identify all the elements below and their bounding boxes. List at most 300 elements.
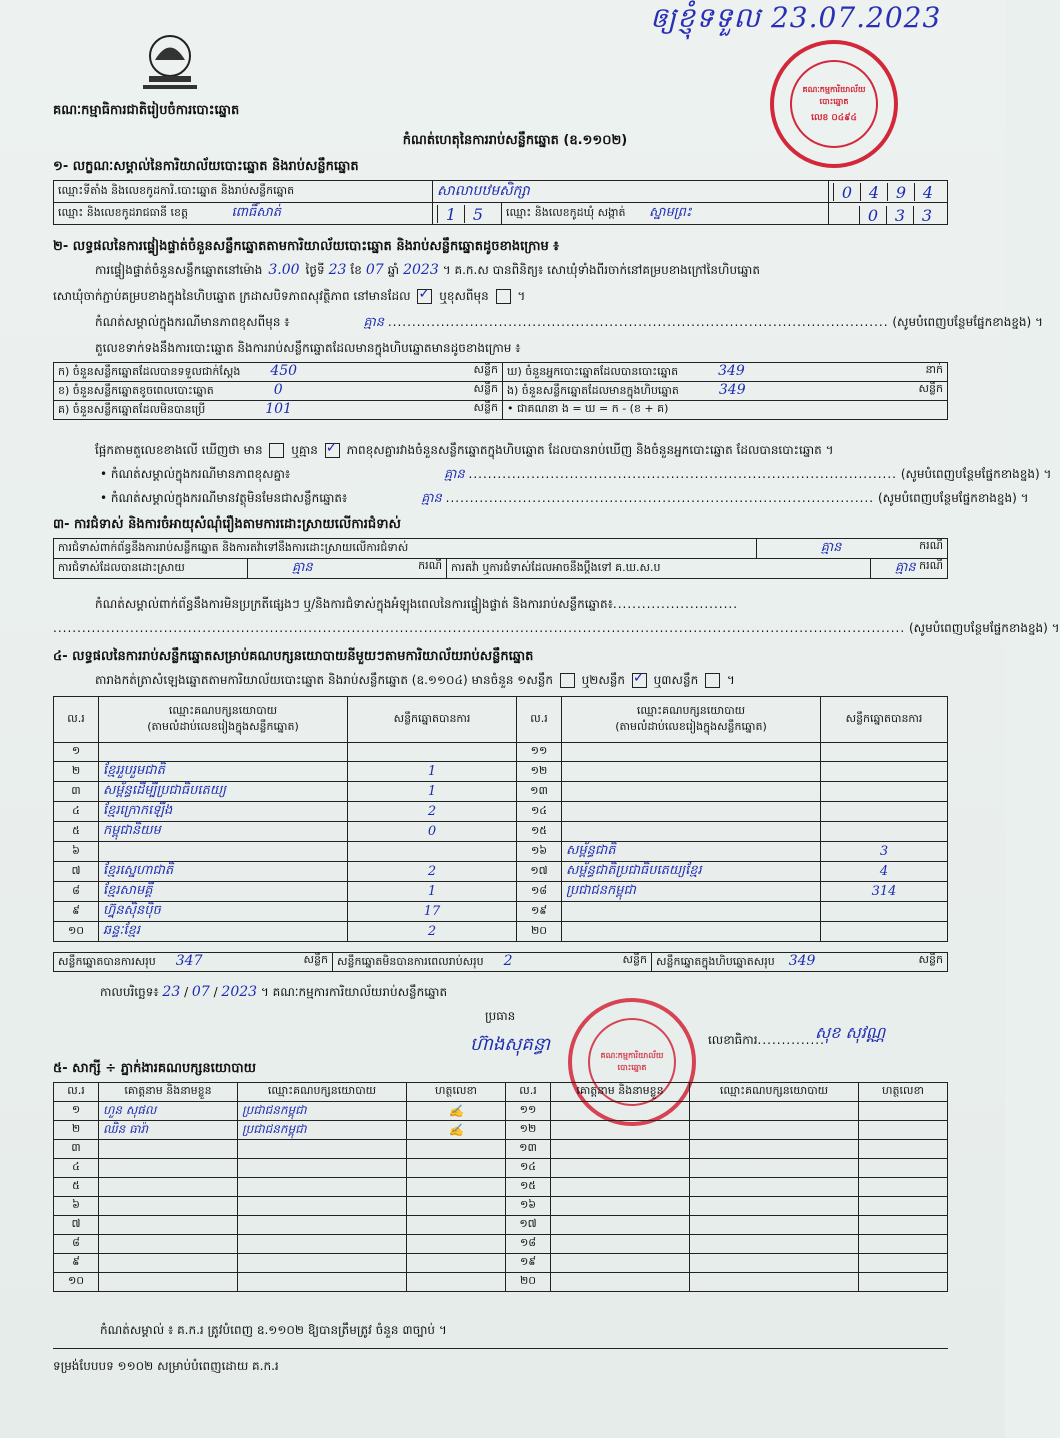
table-row: [54, 1197, 948, 1216]
witness-name: [99, 1235, 238, 1254]
row-number: ១៦: [517, 842, 562, 862]
party-name: [99, 743, 348, 762]
date-month: 07: [191, 984, 210, 1000]
row-number: ៦: [54, 1197, 99, 1216]
footer-divider: [53, 1348, 948, 1349]
party-name: ប្រជាជនកម្ពុជា: [562, 882, 821, 902]
province-code: [433, 203, 502, 225]
witness-name: [551, 1121, 690, 1140]
party-name: [99, 842, 348, 862]
row-number: ១: [54, 1102, 99, 1121]
party-votes: [821, 922, 948, 942]
code-digit: 0: [833, 183, 860, 201]
in-box-label: ង) ចំនួនសន្លឹកឆ្នោតដែលមានក្នុងហិបឆ្នោត: [507, 384, 679, 397]
appeal-label: ការតវ៉ា ឬការជំទាស់ដែលអាចនឹងប្ដឹងទៅ គ.ឃ.ស.ប: [447, 559, 871, 579]
official-stamp-top: [770, 40, 898, 168]
unit-label: សន្លឹក: [918, 382, 943, 395]
party-votes: 3: [821, 842, 948, 862]
col-name: គោត្តនាម និងនាមខ្លួន: [551, 1083, 690, 1102]
appeal-value: គ្មាន: [895, 560, 916, 575]
party-name: សម្ព័ន្ធជាតិប្រជាធិបតេយ្យខ្មែរ: [562, 862, 821, 882]
witness-signature: [407, 1216, 506, 1235]
row-number: ១០: [54, 1273, 99, 1292]
party-name: កម្ពុជានិយម: [99, 822, 348, 842]
polling-station-label: ឈ្មោះទីតាំង និងលេខកូដការិ.បោះឆ្នោត និងរាប់សន្លឹកឆ្នោត: [54, 181, 433, 203]
received-value: 450: [270, 363, 298, 379]
witness-signature: [859, 1273, 948, 1292]
table-row: [54, 1121, 948, 1140]
unused-value: 101: [265, 401, 292, 417]
table-row: [54, 922, 948, 942]
witness-name: [551, 1140, 690, 1159]
party-name: [562, 762, 821, 782]
province-label: [54, 203, 433, 225]
secretary-signature: សុខ សុវណ្ណ: [815, 1023, 886, 1042]
table-row: [54, 743, 948, 762]
party-votes: [821, 743, 948, 762]
col-party-sub: (តាមលំដាប់លេខរៀងក្នុងសន្លឹកឆ្នោត): [147, 719, 299, 733]
table-row: [54, 1178, 948, 1197]
code-digit: 3: [913, 206, 940, 224]
row-number: ២: [54, 762, 99, 782]
witness-signature: [859, 1216, 948, 1235]
row-number: ៧: [54, 862, 99, 882]
totals-table: [53, 952, 948, 972]
table-row: [54, 1254, 948, 1273]
witness-party: ប្រជាជនកម្ពុជា: [238, 1121, 407, 1140]
col-party: ឈ្មោះគណបក្សនយោបាយ: [238, 1083, 407, 1102]
code-digit: 0: [859, 206, 886, 224]
witness-name: [99, 1140, 238, 1159]
table-row: [54, 882, 948, 902]
formula: • ជាគណនា ង = ឃ = ក - (ខ + គ): [503, 401, 948, 420]
two-sheets-checkbox[interactable]: [632, 673, 647, 688]
difference-remark-label: • កំណត់សម្គាល់ក្នុងករណីមានភាពខុសគ្នា៖: [100, 467, 291, 481]
witness-name: [551, 1273, 690, 1292]
row-number: ៣: [54, 1140, 99, 1159]
witness-signature: [407, 1159, 506, 1178]
difference-note-label: កំណត់សម្គាល់ក្នុងករណីមានភាពខុសពីមុន ៖: [95, 315, 290, 329]
party-name: ខ្មែររួបរួមជាតិ: [99, 762, 348, 782]
party-name: [562, 802, 821, 822]
witness-party: [238, 1159, 407, 1178]
code-digit: 5: [464, 205, 491, 223]
witness-party: [238, 1235, 407, 1254]
tally-sheet-text: តារាងកត់ត្រាសំឡេងឆ្នោតតាមការិយាល័យបោះឆ្នោត និងរាប់សន្លឹកឆ្នោត (ឧ.១១០៤) មានចំនួន ១សន្លឹក: [95, 673, 553, 687]
party-name: [562, 782, 821, 802]
irregularity-note-line: កំណត់សម្គាល់ពាក់ព័ន្ធនឹងការមិនប្រក្រតីផ្សេងៗ ឬ/និងការជំទាស់ក្នុងអំឡុងពេលនៃការផ្ទៀងផ្ទាត់ និងការរាប់សន្លឹកឆ្នោត៖..........................: [95, 597, 739, 611]
stamp-bottom-text: គណៈកម្មការិយាល័យបោះឆ្នោត: [600, 1051, 664, 1072]
party-name: ខ្មែរសាមគ្គី: [99, 882, 348, 902]
row-number: ១៨: [517, 882, 562, 902]
col-sign: ហត្ថលេខា: [859, 1083, 948, 1102]
party-votes: [821, 822, 948, 842]
witness-name: [99, 1197, 238, 1216]
date-line: កាលបរិច្ឆេទ៖ 23 / 07 / 2023 ។ គណៈកម្មការការិយាល័យរាប់សន្លឹកឆ្នោត: [100, 984, 448, 1000]
col-party-text: ឈ្មោះគណបក្សនយោបាយ: [636, 703, 746, 717]
date-year: 2023: [221, 984, 258, 1000]
witness-name: [551, 1216, 690, 1235]
irregularity-note-line2: ................................................................................................................................................................................. (សូមបំពេញបន្ថែមផ្នែកខាងខ្នង) ។: [53, 621, 1060, 635]
witness-name: [99, 1216, 238, 1235]
witness-party: [690, 1121, 859, 1140]
table-row: [54, 1140, 948, 1159]
date-label: កាលបរិច្ឆេទ៖: [100, 985, 159, 999]
party-votes: [821, 802, 948, 822]
witness-table: [53, 1082, 948, 1292]
difference-note-value: គ្មាន: [363, 315, 385, 330]
party-name: [562, 902, 821, 922]
commune-value: ស្នាមព្រះ: [649, 205, 692, 220]
row-number: ១៨: [506, 1235, 551, 1254]
row-number: ៣: [54, 782, 99, 802]
witness-signature: [407, 1197, 506, 1216]
row-number: ១៣: [506, 1140, 551, 1159]
unused-label: គ) ចំនួនសន្លឹកឆ្នោតដែលមិនបានប្រើ: [58, 403, 206, 416]
box-total-label: សន្លឹកឆ្នោតក្នុងហិបឆ្នោតសរុប: [656, 955, 775, 968]
non-ballot-remark-label: • កំណត់សម្គាល់ក្នុងករណីមានវត្ថុមិនមែនជាសន្លឹកឆ្នោត៖: [100, 491, 348, 505]
party-votes: [348, 842, 517, 862]
witness-name: [99, 1159, 238, 1178]
valid-total-label: សន្លឹកឆ្នោតបានការសរុប: [58, 955, 156, 968]
voters-value: 349: [718, 363, 745, 379]
unit-label: សន្លឹក: [473, 363, 498, 376]
valid-total-value: 347: [175, 953, 203, 969]
party-name: ខ្មែរស្នេហាជាតិ: [99, 862, 348, 882]
tally-sheet-line: តារាងកត់ត្រាសំឡេងឆ្នោតតាមការិយាល័យបោះឆ្នោត និងរាប់សន្លឹកឆ្នោត (ឧ.១១០៤) មានចំនួន ១សន្លឹក ឬ២សន្លឹក ✓ ឬ៣សន្លឹក ។: [95, 672, 735, 690]
witness-party: [690, 1102, 859, 1121]
table-row: [54, 1102, 948, 1121]
row-number: ១៤: [506, 1159, 551, 1178]
section2-heading: ២- លទ្ធផលនៃការផ្ទៀងផ្ទាត់ចំនួនសន្លឹកឆ្នោតតាមការិយាល័យបោះឆ្នោត និងរាប់សន្លឹកឆ្នោតដូចខាងក្រោម ៖: [53, 239, 559, 254]
box-total-value: 349: [788, 953, 816, 969]
row-number: ១៩: [517, 902, 562, 922]
row-number: ១៩: [506, 1254, 551, 1273]
code-digit: 4: [860, 183, 887, 201]
witness-signature: [407, 1178, 506, 1197]
col-name: គោត្តនាម និងនាមខ្លួន: [99, 1083, 238, 1102]
table-row: [54, 762, 948, 782]
difference-remark-line: • កំណត់សម្គាល់ក្នុងករណីមានភាពខុសគ្នា៖ គ្មាន ......................................................................................... (សូមបំពេញបន្ថែមផ្នែកខាងខ្នង) ។: [100, 467, 1052, 482]
difference-check-line: [95, 442, 834, 460]
witness-party: [690, 1216, 859, 1235]
verification-month: 07: [365, 262, 384, 278]
unit-label: សន្លឹក: [918, 953, 943, 966]
party-votes: [821, 762, 948, 782]
witness-name: [551, 1178, 690, 1197]
row-number: ៥: [54, 822, 99, 842]
remark-hint: (សូមបំពេញបន្ថែមផ្នែកខាងខ្នង) ។: [877, 491, 1029, 505]
row-number: ៨: [54, 882, 99, 902]
table-row: [54, 902, 948, 922]
witness-name: [99, 1273, 238, 1292]
figures-intro: តួលេខទាក់ទងនឹងការបោះឆ្នោត និងការរាប់សន្លឹកឆ្នោតដែលមានក្នុងហិបឆ្នោតមានដូចខាងក្រោម ៖: [95, 341, 521, 355]
witness-signature: [407, 1254, 506, 1273]
verification-year: 2023: [403, 262, 439, 278]
received-label: ក) ចំនួនសន្លឹកឆ្នោតដែលបានទទួលជាក់ស្តែង: [58, 365, 241, 378]
table-row: [54, 782, 948, 802]
col-party: [99, 697, 348, 743]
seal-differ-checkbox[interactable]: [496, 289, 511, 304]
invalid-total-label: សន្លឹកឆ្នោតមិនបានការពេលរាប់សរុប: [337, 955, 484, 968]
witness-signature: [859, 1140, 948, 1159]
remark-hint: (សូមបំពេញបន្ថែមផ្នែកខាងខ្នង) ។: [900, 467, 1052, 481]
row-number: ២០: [506, 1273, 551, 1292]
party-votes: 1: [348, 762, 517, 782]
two-sheets-label: ឬ២សន្លឹក: [581, 673, 626, 687]
party-name: [562, 822, 821, 842]
irregularity-note-label: កំណត់សម្គាល់ពាក់ព័ន្ធនឹងការមិនប្រក្រតីផ្សេងៗ ឬ/និងការជំទាស់ក្នុងអំឡុងពេលនៃការផ្ទៀងផ្ទាត់ និងការរាប់សន្លឹកឆ្នោត៖: [95, 597, 613, 611]
witness-name: ហួន សុផល: [99, 1102, 238, 1121]
party-name: សម្ព័ន្ធដើម្បីប្រជាធិបតេយ្យ: [99, 782, 348, 802]
stamp-number: លេខ ០៤៩៤: [811, 112, 857, 123]
nec-emblem-icon: [135, 30, 205, 96]
party-votes: 0: [348, 822, 517, 842]
spoiled-value: 0: [273, 382, 283, 398]
witness-name: [551, 1254, 690, 1273]
party-votes: [821, 902, 948, 922]
section1-heading: ១- លក្ខណៈសម្គាល់នៃការិយាល័យបោះឆ្នោត និងរាប់សន្លឹកឆ្នោត: [53, 159, 359, 174]
form-footer: ទម្រង់បែបបទ ១១០២ សម្រាប់បំពេញដោយ គ.ក.រ: [53, 1359, 279, 1373]
resolved-label: ការជំទាស់ដែលបានដោះស្រាយ: [54, 559, 248, 579]
party-votes: 2: [348, 922, 517, 942]
witness-party: [690, 1273, 859, 1292]
witness-signature: [859, 1235, 948, 1254]
polling-station-value: សាលាបឋមសិក្សា: [433, 181, 829, 203]
unit-label: សន្លឹក: [622, 953, 647, 966]
results-table: [53, 696, 948, 942]
section4-heading: ៤- លទ្ធផលនៃការរាប់សន្លឹកឆ្នោតសម្រាប់គណបក្សនយោបាយនីមួយៗតាមការិយាល័យរាប់សន្លឹកឆ្នោត: [53, 649, 534, 664]
witness-name: [551, 1159, 690, 1178]
code-digit: 3: [886, 206, 913, 224]
secretary-label: លេខាធិការ: [708, 1033, 758, 1047]
seal-same-checkbox[interactable]: [417, 289, 432, 304]
witness-name: [551, 1197, 690, 1216]
witness-party: ប្រជាជនកម្ពុជា: [238, 1102, 407, 1121]
col-no: ល.រ: [54, 697, 99, 743]
row-number: ៩: [54, 1254, 99, 1273]
party-name: ឆន្ទៈខ្មែរ: [99, 922, 348, 942]
province-label-text: ឈ្មោះ និងលេខកូដរាជធានី ខេត្ត: [58, 206, 188, 219]
one-sheet-checkbox[interactable]: [560, 673, 575, 688]
col-sign: ហត្ថលេខា: [407, 1083, 506, 1102]
row-number: ១៦: [506, 1197, 551, 1216]
row-number: ១៤: [517, 802, 562, 822]
col-no: ល.រ: [54, 1083, 99, 1102]
row-number: ៥: [54, 1178, 99, 1197]
verification-text: ការផ្ទៀងផ្ទាត់ចំនួនសន្លឹកឆ្នោតនៅម៉ោង: [95, 263, 263, 277]
in-box-value: 349: [718, 382, 746, 398]
organization-name: គណៈកម្មាធិការជាតិរៀបចំការបោះឆ្នោត: [53, 103, 240, 118]
final-note: កំណត់សម្គាល់ ៖ គ.ក.រ ត្រូវបំពេញ ឧ.១១០២ ឱ្យបានត្រឹមត្រូវ ចំនួន ៣ច្បាប់ ។: [100, 1323, 447, 1337]
witness-signature: [407, 1235, 506, 1254]
difference-note-line: កំណត់សម្គាល់ក្នុងករណីមានភាពខុសពីមុន ៖ គ្មាន ........................................................................................................ (សូមបំពេញបន្ថែមផ្នែកខាងខ្នង) ។: [95, 315, 1043, 330]
party-votes: 2: [348, 802, 517, 822]
no-difference-label: ឬគ្មាន: [291, 443, 318, 457]
witness-name: ឈិន ធារ៉ា: [99, 1121, 238, 1140]
row-number: ១៥: [506, 1178, 551, 1197]
year-label: ឆ្នាំ: [387, 263, 400, 277]
committee-label: ។ គណៈកម្មការការិយាល័យរាប់សន្លឹកឆ្នោត: [260, 985, 448, 999]
witness-party: [238, 1197, 407, 1216]
row-number: ១៥: [517, 822, 562, 842]
witness-party: [238, 1216, 407, 1235]
voters-label: ឃ) ចំនួនអ្នកបោះឆ្នោតដែលបានបោះឆ្នោត: [507, 365, 679, 378]
witness-party: [238, 1178, 407, 1197]
table-row: [54, 1159, 948, 1178]
party-name: [562, 922, 821, 942]
row-number: ៩: [54, 902, 99, 922]
witness-name: [99, 1254, 238, 1273]
row-number: ១២: [517, 762, 562, 782]
witness-signature: [859, 1121, 948, 1140]
invalid-total-value: 2: [503, 953, 513, 969]
day-label: ថ្ងៃទី: [305, 263, 325, 277]
party-votes: 17: [348, 902, 517, 922]
difference-check-text-2: ភាពខុសគ្នារវាងចំនួនសន្លឹកឆ្នោតក្នុងហិបឆ្នោត ដែលបានរាប់ឃើញ និងចំនួនអ្នកបោះឆ្នោត ដែលបានបោះឆ្នោត ។: [346, 443, 834, 457]
date-day: 23: [162, 984, 181, 1000]
witness-party: [238, 1254, 407, 1273]
section5-heading: ៥- សាក្សី ÷ ភ្នាក់ងារគណបក្សនយោបាយ: [53, 1061, 256, 1076]
party-votes: 4: [821, 862, 948, 882]
commune-code: [829, 203, 948, 225]
stamp-top-text: គណៈកម្មការិយាល័យបោះឆ្នោត: [802, 84, 866, 106]
row-number: ៦: [54, 842, 99, 862]
verification-day: 23: [328, 262, 347, 278]
table-row: [54, 1273, 948, 1292]
spoiled-label: ខ) ចំនួនសន្លឹកឆ្នោតខូចពេលបោះឆ្នោត: [58, 384, 214, 397]
table-row: [54, 802, 948, 822]
no-difference-checkbox[interactable]: [325, 443, 340, 458]
case-label: ករណី: [919, 559, 943, 572]
row-number: ១៣: [517, 782, 562, 802]
witness-party: [690, 1235, 859, 1254]
col-no: ល.រ: [506, 1083, 551, 1102]
party-votes: 2: [348, 862, 517, 882]
witness-signature: [407, 1273, 506, 1292]
irregularity-hint: (សូមបំពេញបន្ថែមផ្នែកខាងខ្នង) ។: [909, 621, 1060, 635]
code-digit: 9: [887, 183, 914, 201]
seal-line: សោឃុំចាក់ភ្ជាប់គម្របខាងក្នុងនៃហិបឆ្នោត ក្រដាសបិទភាពសុវត្ថិភាព នៅមានដែល ✓ ឬខុសពីមុន ។: [53, 288, 525, 306]
difference-remark-value: គ្មាន: [444, 467, 465, 482]
case-label: ករណី: [418, 559, 442, 572]
verification-line: [95, 262, 955, 280]
party-name: ខ្មែរក្រោកឡើង: [99, 802, 348, 822]
polling-station-code: [829, 181, 948, 203]
province-value: ពោធិ៍សាត់: [231, 205, 282, 220]
table-row: [54, 862, 948, 882]
section1-table: [53, 180, 948, 225]
code-digit: 1: [437, 205, 464, 223]
code-digit: 4: [914, 183, 941, 201]
witness-party: [238, 1273, 407, 1292]
chair-signature: ហ៊ាងសុគន្ធា: [470, 1034, 550, 1055]
unit-label: សន្លឹក: [303, 953, 328, 966]
verification-text-2: ។ គ.ក.ស បានពិនិត្យ៖ សោឃុំទាំងពីរចាក់នៅគម្របខាងក្រៅនៃហិបឆ្នោត: [442, 263, 760, 277]
resolved-value: គ្មាន: [292, 560, 313, 575]
col-party: ឈ្មោះគណបក្សនយោបាយ: [690, 1083, 859, 1102]
witness-party: [690, 1140, 859, 1159]
row-number: ៤: [54, 1159, 99, 1178]
non-ballot-remark-line: • កំណត់សម្គាល់ក្នុងករណីមានវត្ថុមិនមែនជាសន្លឹកឆ្នោត៖ គ្មាន ......................................................................................... (សូមបំពេញបន្ថែមផ្នែកខាងខ្នង) ។: [100, 491, 1029, 506]
witness-signature: ✍: [407, 1102, 506, 1121]
col-votes: សន្លឹកឆ្នោតបានការ: [821, 697, 948, 743]
row-number: ១១: [506, 1102, 551, 1121]
table-row: [54, 822, 948, 842]
party-name: [562, 743, 821, 762]
witness-party: [690, 1254, 859, 1273]
witness-signature: [859, 1197, 948, 1216]
objections-table: [53, 538, 948, 579]
col-party-sub: (តាមលំដាប់លេខរៀងក្នុងសន្លឹកឆ្នោត): [615, 719, 767, 733]
three-sheets-label: ឬ៣សន្លឹក: [653, 673, 699, 687]
figures-table: [53, 362, 948, 420]
witness-signature: [859, 1159, 948, 1178]
witness-party: [238, 1140, 407, 1159]
row-number: ៤: [54, 802, 99, 822]
row-number: ១០: [54, 922, 99, 942]
party-votes: 1: [348, 782, 517, 802]
difference-note-hint: (សូមបំពេញបន្ថែមផ្នែកខាងខ្នង) ។: [892, 315, 1043, 329]
witness-party: [690, 1178, 859, 1197]
commune-label-text: ឈ្មោះ និងលេខកូដឃុំ សង្កាត់: [506, 206, 626, 219]
unit-label: សន្លឹក: [473, 382, 498, 395]
difference-check-text: ផ្អែកតាមតួលេខខាងលើ ឃើញថា មាន: [95, 443, 263, 457]
commune-label: [502, 203, 829, 225]
row-number: ២០: [517, 922, 562, 942]
unit-label: សន្លឹក: [473, 401, 498, 414]
witness-signature: ✍: [407, 1121, 506, 1140]
row-number: ១៧: [506, 1216, 551, 1235]
party-name: សម្ព័ន្ធជាតិ: [562, 842, 821, 862]
party-votes: [821, 782, 948, 802]
non-ballot-remark-value: គ្មាន: [421, 491, 442, 506]
row-number: ១: [54, 743, 99, 762]
secretary-line: លេខាធិការ..............: [708, 1033, 825, 1047]
form-title: កំណត់ហេតុនៃការរាប់សន្លឹកឆ្នោត (ឧ.១១០២): [402, 133, 628, 148]
row-number: ១២: [506, 1121, 551, 1140]
witness-signature: [859, 1178, 948, 1197]
objection-row1-label: ការជំទាស់ពាក់ព័ន្ធនឹងការរាប់សន្លឹកឆ្នោត និងការតវ៉ាទៅនឹងការដោះស្រាយលើការជំទាស់: [54, 539, 757, 559]
row-number: ៨: [54, 1235, 99, 1254]
witness-name: [99, 1178, 238, 1197]
witness-name: [551, 1102, 690, 1121]
col-no: ល.រ: [517, 697, 562, 743]
witness-signature: [859, 1254, 948, 1273]
three-sheets-checkbox[interactable]: [705, 673, 720, 688]
month-label: ខែ: [350, 263, 362, 277]
objection-row1-value: គ្មាន: [820, 540, 842, 555]
has-difference-checkbox[interactable]: [269, 443, 284, 458]
unit-label: នាក់: [925, 363, 943, 376]
party-votes: [348, 743, 517, 762]
witness-signature: [859, 1102, 948, 1121]
party-votes: 1: [348, 882, 517, 902]
party-votes: 314: [821, 882, 948, 902]
table-row: [54, 842, 948, 862]
row-number: ១៧: [517, 862, 562, 882]
row-number: ១១: [517, 743, 562, 762]
party-name: ហ្វ៊ុនស៊ិនប៉ិច: [99, 902, 348, 922]
row-number: ៧: [54, 1216, 99, 1235]
col-party-text: ឈ្មោះគណបក្សនយោបាយ: [168, 703, 278, 717]
table-row: [54, 1235, 948, 1254]
case-label: ករណី: [919, 539, 943, 552]
seal-text: សោឃុំចាក់ភ្ជាប់គម្របខាងក្នុងនៃហិបឆ្នោត ក្រដាសបិទភាពសុវត្ថិភាព នៅមានដែល: [53, 289, 411, 303]
section3-heading: ៣- ការជំទាស់ និងការចំអាយុសំណុំរឿងតាមការដោះស្រាយលើការជំទាស់: [53, 517, 401, 532]
table-row: [54, 1216, 948, 1235]
witness-party: [690, 1197, 859, 1216]
